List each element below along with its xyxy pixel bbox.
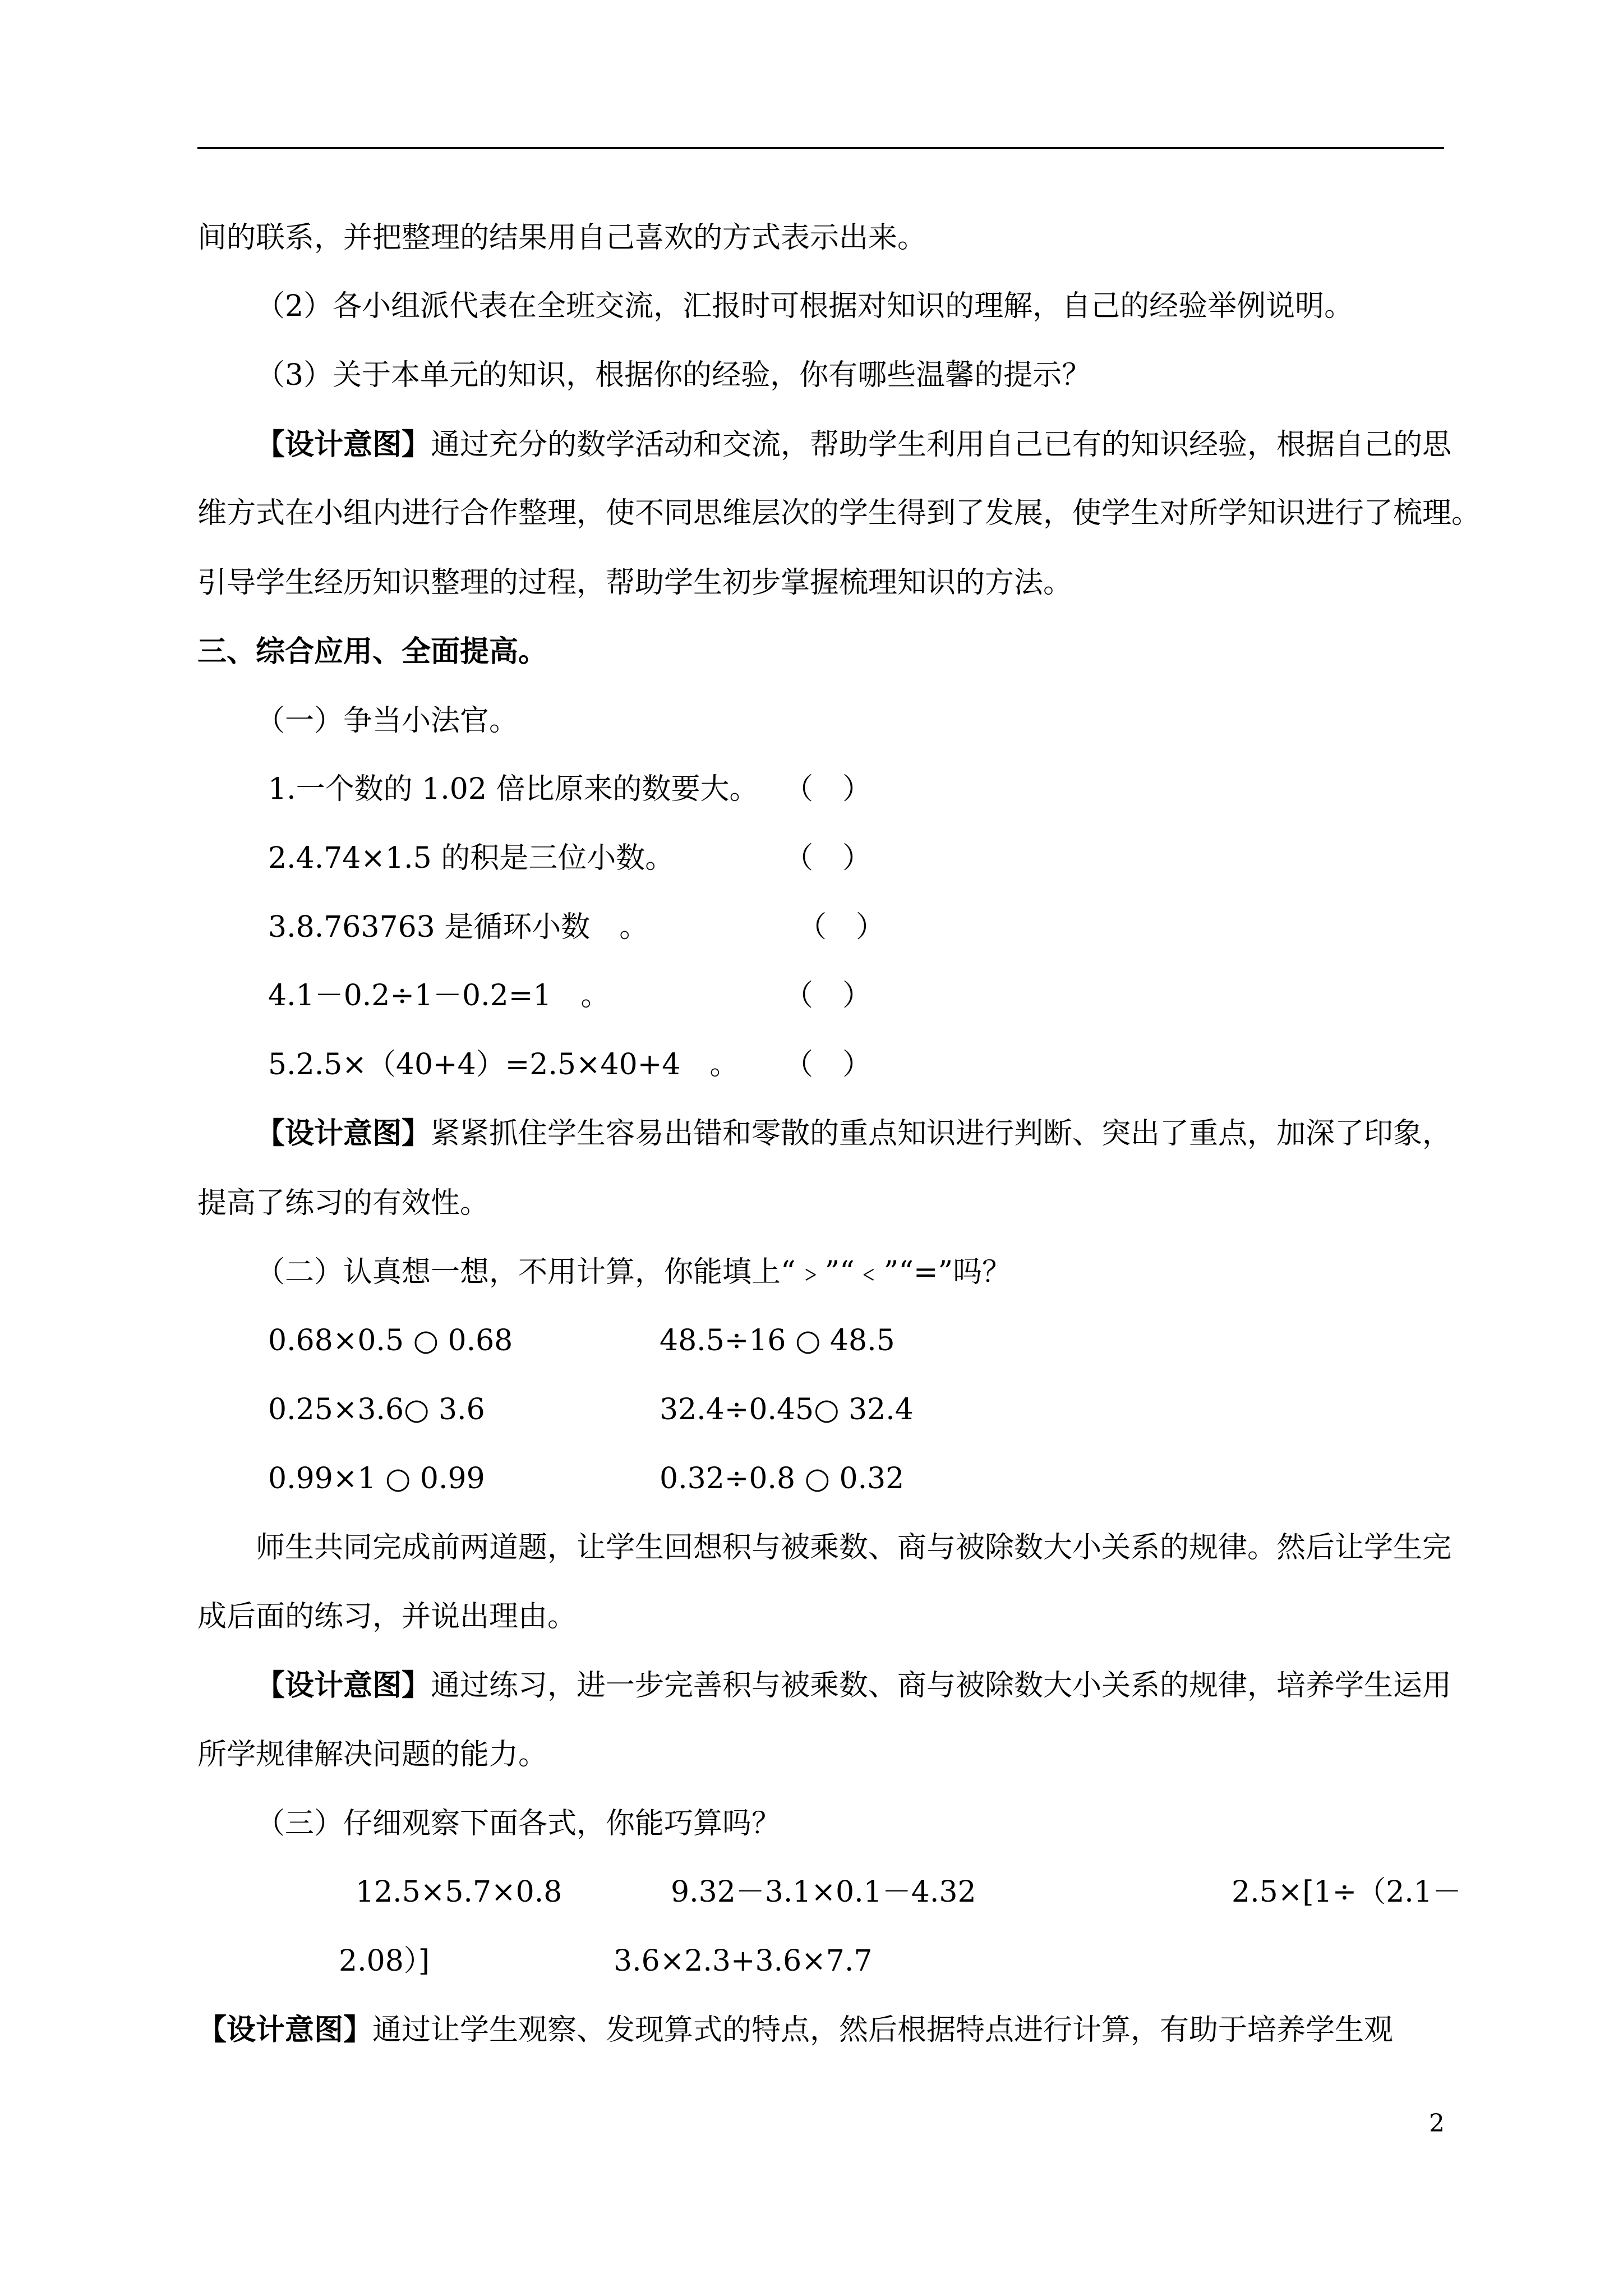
subsection-heading: （二）认真想一想，不用计算，你能填上“﹥”“﹤”“=”吗？ [256,1255,1012,1289]
compare-item: 0.25×3.6○ 3.6 [268,1393,485,1427]
design-intent-tag: 【设计意图】 [197,2013,373,2047]
paragraph-line: 成后面的练习，并说出理由。 [197,1600,577,1634]
paragraph-line: 间的联系，并把整理的结果用自己喜欢的方式表示出来。 [197,221,927,255]
design-intent-text: 通过让学生观察、发现算式的特点，然后根据特点进行计算，有助于培养学生观 [372,2013,1394,2047]
judge-item: 1.一个数的 1.02 倍比原来的数要大。 [268,772,759,806]
subsection-heading: （一）争当小法官。 [256,704,519,738]
compare-item: 48.5÷16 ○ 48.5 [660,1324,895,1358]
answer-paren: （ ） [797,910,886,944]
design-intent-paragraph [256,1668,1451,1704]
section-heading: 三、综合应用、全面提高。 [197,634,548,669]
paragraph-line: （2）各小组派代表在全班交流，汇报时可根据对知识的理解，自己的经验举例说明。 [256,289,1354,323]
compare-item: 0.99×1 ○ 0.99 [268,1462,485,1496]
paragraph-line: 引导学生经历知识整理的过程，帮助学生初步掌握梳理知识的方法。 [197,566,1073,600]
design-intent-paragraph [256,1116,1451,1152]
judge-item: 5.2.5×（40+4）=2.5×40+4 。 [268,1048,739,1082]
design-intent-tag: 【设计意图】 [256,1668,431,1703]
paragraph-line: 所学规律解决问题的能力。 [197,1738,548,1772]
judge-item: 4.1－0.2÷1－0.2=1 。 [268,979,610,1013]
header-rule [197,147,1444,149]
subsection-heading: （三）仔细观察下面各式，你能巧算吗？ [256,1807,781,1841]
page-number: 2 [1429,2109,1445,2138]
paragraph-line: （3）关于本单元的知识，根据你的经验，你有哪些温馨的提示？ [256,358,1091,392]
answer-paren: （ ） [784,979,872,1013]
paragraph-line: 提高了练习的有效性。 [197,1186,490,1220]
calc-expression: 3.6×2.3+3.6×7.7 [614,1944,873,1978]
design-intent-tag: 【设计意图】 [256,427,431,462]
compare-item: 32.4÷0.45○ 32.4 [660,1393,914,1427]
calc-expression: 2.08）] [339,1944,430,1978]
judge-item: 2.4.74×1.5 的积是三位小数。 [268,841,675,875]
answer-paren: （ ） [784,841,872,875]
design-intent-text: 通过充分的数学活动和交流，帮助学生利用自己已有的知识经验，根据自己的思 [431,428,1452,462]
calc-expression: 2.5×[1÷（2.1－ [1232,1875,1461,1909]
answer-paren: （ ） [784,772,872,806]
paragraph-line: 师生共同完成前两道题，让学生回想积与被乘数、商与被除数大小关系的规律。然后让学生完 [256,1531,1452,1565]
design-intent-tag: 【设计意图】 [256,1116,431,1151]
compare-item: 0.68×0.5 ○ 0.68 [268,1324,513,1358]
design-intent-paragraph [197,2012,1393,2048]
judge-item: 3.8.763763 是循环小数 。 [268,910,649,944]
paragraph-line: 维方式在小组内进行合作整理，使不同思维层次的学生得到了发展，使学生对所学知识进行了梳理。 [197,496,1481,530]
answer-paren: （ ） [784,1048,872,1082]
calc-expression: 12.5×5.7×0.8 [356,1875,562,1909]
design-intent-text: 通过练习，进一步完善积与被乘数、商与被除数大小关系的规律，培养学生运用 [431,1669,1452,1703]
calc-expression: 9.32－3.1×0.1－4.32 [671,1875,976,1909]
compare-item: 0.32÷0.8 ○ 0.32 [660,1462,905,1496]
design-intent-text: 紧紧抓住学生容易出错和零散的重点知识进行判断、突出了重点，加深了印象， [431,1117,1452,1151]
design-intent-paragraph [256,427,1451,463]
